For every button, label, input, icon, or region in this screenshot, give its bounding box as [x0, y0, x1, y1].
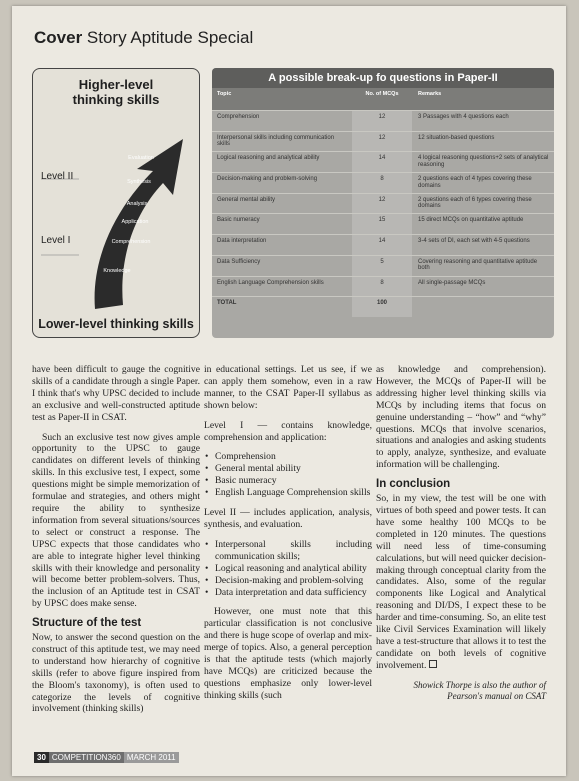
label-analysis: Analysis: [126, 201, 148, 207]
magazine-page: [12, 6, 566, 776]
cell-mcqs: 5: [352, 256, 412, 276]
text-column-2: [204, 364, 372, 710]
credit-line1: Showick Thorpe is also the author of: [413, 679, 546, 690]
table-row: [212, 131, 554, 152]
list-item: • Basic numeracy: [204, 475, 372, 487]
text-column-1: [32, 364, 200, 723]
col1-paragraph: Now, to answer the second question on the construct of this aptitude test, we may need to understand how hierarchy of cognitive skills (refer to above figure inspired from the Bloom's taxonomy), is often used to categorize the levels of cognitive involvement (thinking skills): [32, 632, 200, 715]
table-header-row: [212, 88, 554, 110]
cell-topic: Decision-making and problem-solving: [217, 176, 318, 183]
header-bold: Cover: [34, 28, 83, 47]
section-heading-structure: Structure of the test: [32, 617, 142, 630]
cell-mcqs: 14: [352, 152, 412, 172]
table-row: [212, 234, 554, 255]
curved-arrow-graphic: [33, 69, 199, 337]
page-number: 30: [34, 752, 49, 763]
list-item: • English Language Comprehension skills: [204, 487, 372, 499]
cell-topic: English Language Comprehension skills: [217, 279, 324, 286]
table-row: [212, 213, 554, 234]
label-knowledge: Knowledge: [103, 268, 131, 274]
total-label: TOTAL: [217, 300, 237, 307]
cell-topic: Data interpretation: [217, 238, 267, 245]
thinking-skills-figure: [32, 68, 200, 338]
cell-remarks: 2 questions each of 4 types covering these domains: [418, 176, 532, 189]
cell-mcqs: 14: [352, 235, 412, 255]
cell-mcqs: 12: [352, 111, 412, 131]
table-row: [212, 193, 554, 214]
cell-remarks: 3-4 sets of DI, each set with 4-5 questions: [418, 238, 530, 245]
table-row: [212, 172, 554, 193]
credit-line2: Pearson's manual on CSAT: [447, 690, 546, 701]
col3-paragraph: as knowledge and comprehension). However, the MCQs of Paper-II will be addressing higher level thinking skills via MCQs by including items that focus on genuine understanding – “how” and “why” questions. MCQs that involve scenarios, situations and analogies and asking students to apply, analyze, synthesize, and evaluate information will be challenging.: [376, 364, 546, 471]
header-remarks: Remarks: [418, 91, 442, 97]
cell-remarks: 2 questions each of 6 types covering these domains: [418, 196, 532, 210]
magazine-name: COMPETITION360: [49, 752, 124, 763]
label-application: Application: [121, 219, 149, 225]
col3-paragraph: [376, 493, 546, 672]
question-breakup-table: [212, 68, 554, 338]
cell-remarks: 4 logical reasoning questions+2 sets of analytical reasoning: [418, 155, 549, 168]
cell-mcqs: 15: [352, 214, 412, 234]
header-topic: Topic: [217, 91, 232, 97]
cell-remarks: 3 Passages with 4 questions each: [418, 114, 509, 120]
page-footer: [34, 752, 179, 763]
header-rest: Story Aptitude Special: [82, 28, 254, 47]
cell-remarks: 12 situation-based questions: [418, 134, 495, 141]
figure-title-line2: thinking skills: [72, 92, 160, 107]
total-remarks: [412, 297, 554, 317]
cell-mcqs: 12: [352, 194, 412, 214]
table-row: [212, 151, 554, 172]
table-title: A possible break-up fo questions in Paper-II: [212, 68, 554, 88]
cell-remarks: Covering reasoning and quantitative aptitude both: [418, 258, 538, 272]
table-row: [212, 255, 554, 276]
cell-topic: Comprehension: [217, 114, 260, 120]
total-value: 100: [352, 297, 412, 317]
col2-paragraph: Level II — includes application, analysis, synthesis, and evaluation.: [204, 507, 372, 530]
section-header: [34, 28, 253, 48]
list-item: • General mental ability: [204, 463, 372, 475]
col2-paragraph: Level I — contains knowledge, comprehension and application:: [204, 419, 372, 443]
figure-bottom-caption: Lower-level thinking skills: [38, 317, 194, 331]
cell-topic: Data Sufficiency: [217, 258, 261, 265]
label-comprehension: Comprehension: [111, 239, 151, 245]
label-evaluation: Evaluation: [128, 155, 154, 161]
level2-label: Level II: [41, 171, 74, 182]
cell-topic: Basic numeracy: [217, 217, 260, 224]
level1-label: Level I: [41, 235, 71, 246]
cell-remarks: All single-passage MCQs: [418, 279, 486, 286]
table-row: [212, 110, 554, 131]
level1-list: [204, 451, 372, 499]
header-mcqs: No. of MCQs: [365, 91, 399, 97]
cell-mcqs: 8: [352, 277, 412, 297]
list-item: • Logical reasoning and analytical ability: [204, 563, 372, 575]
end-mark-icon: [429, 660, 437, 668]
section-heading-conclusion: In conclusion: [376, 478, 451, 491]
cell-mcqs: 8: [352, 173, 412, 193]
list-item: • Data interpretation and data sufficiency: [204, 587, 372, 599]
author-credit: [376, 680, 546, 702]
col2-paragraph: However, one must note that this particular classification is not conclusive and there is huge scope of overlap and mix-merge of topics. Also, a general perception is that the aptitude tests (which majorly have MCQs) are criticized because the questions emphasize only lower-level thinking skills (such: [204, 606, 372, 701]
col1-paragraph: have been difficult to gauge the cognitive skills of a candidate through a single Paper. I think that's why UPSC decided to include an exclusive and well-constructed aptitude test as Paper-II in CSAT.: [32, 364, 200, 423]
col3-paragraph-text: So, in my view, the test will be one with virtues of both speed and power tests. It can have some healthy 100 MCQs to be completed in 120 minutes. The questions will need less of time-consuming calculations, but will need quicker decision-making through conceptual clarity from the candidates. Also, some of the regular components like Logical and Analytical reasoning and DI/DS, I expect these to be harder and time-consuming. So, an elite test like Civil Services Examination will likely have a test-structure that allows it to test the candidate on both levels of cognitive involvement.: [376, 493, 546, 671]
col2-paragraph: in educational settings. Let us see, if we can apply them somehow, even in a raw manner, to the CSAT Paper-II syllabus as shown below:: [204, 364, 372, 411]
cell-remarks: 15 direct MCQs on quantitative aptitude: [418, 217, 524, 224]
list-item: • Comprehension: [204, 451, 372, 463]
level2-list: [204, 539, 372, 599]
label-synthesis: Synthesis: [127, 179, 151, 185]
issue-date: MARCH 2011: [124, 752, 179, 763]
list-item: • Decision-making and problem-solving: [204, 575, 372, 587]
cell-topic: General mental ability: [217, 196, 276, 203]
table-row: [212, 276, 554, 297]
cell-topic: Interpersonal skills including communication skills: [217, 134, 335, 148]
cell-mcqs: 12: [352, 132, 412, 152]
table-body: [212, 110, 554, 296]
figure-title-line1: Higher-level: [78, 77, 154, 92]
table-total-row: [212, 296, 554, 317]
col1-paragraph: Such an exclusive test now gives ample opportunity to the UPSC to gauge candidates on different levels of thinking skills. In this exclusive test, I expect, some questions might be simple memorization of formulae and strategies, and others might require the ability to synthesize information from several situations/sources to select or construct a response. The UPSC expects that those candidates who are able to integrate higher level thinking skills with their knowledge and personality will become better problem-solvers. Thus, the inclusion of an Aptitude test in CSAT by UPSC does make sense.: [32, 431, 200, 610]
text-column-3: [376, 364, 546, 702]
cell-topic: Logical reasoning and analytical ability: [217, 155, 320, 162]
list-item: • Interpersonal skills including communication skills;: [204, 539, 372, 563]
